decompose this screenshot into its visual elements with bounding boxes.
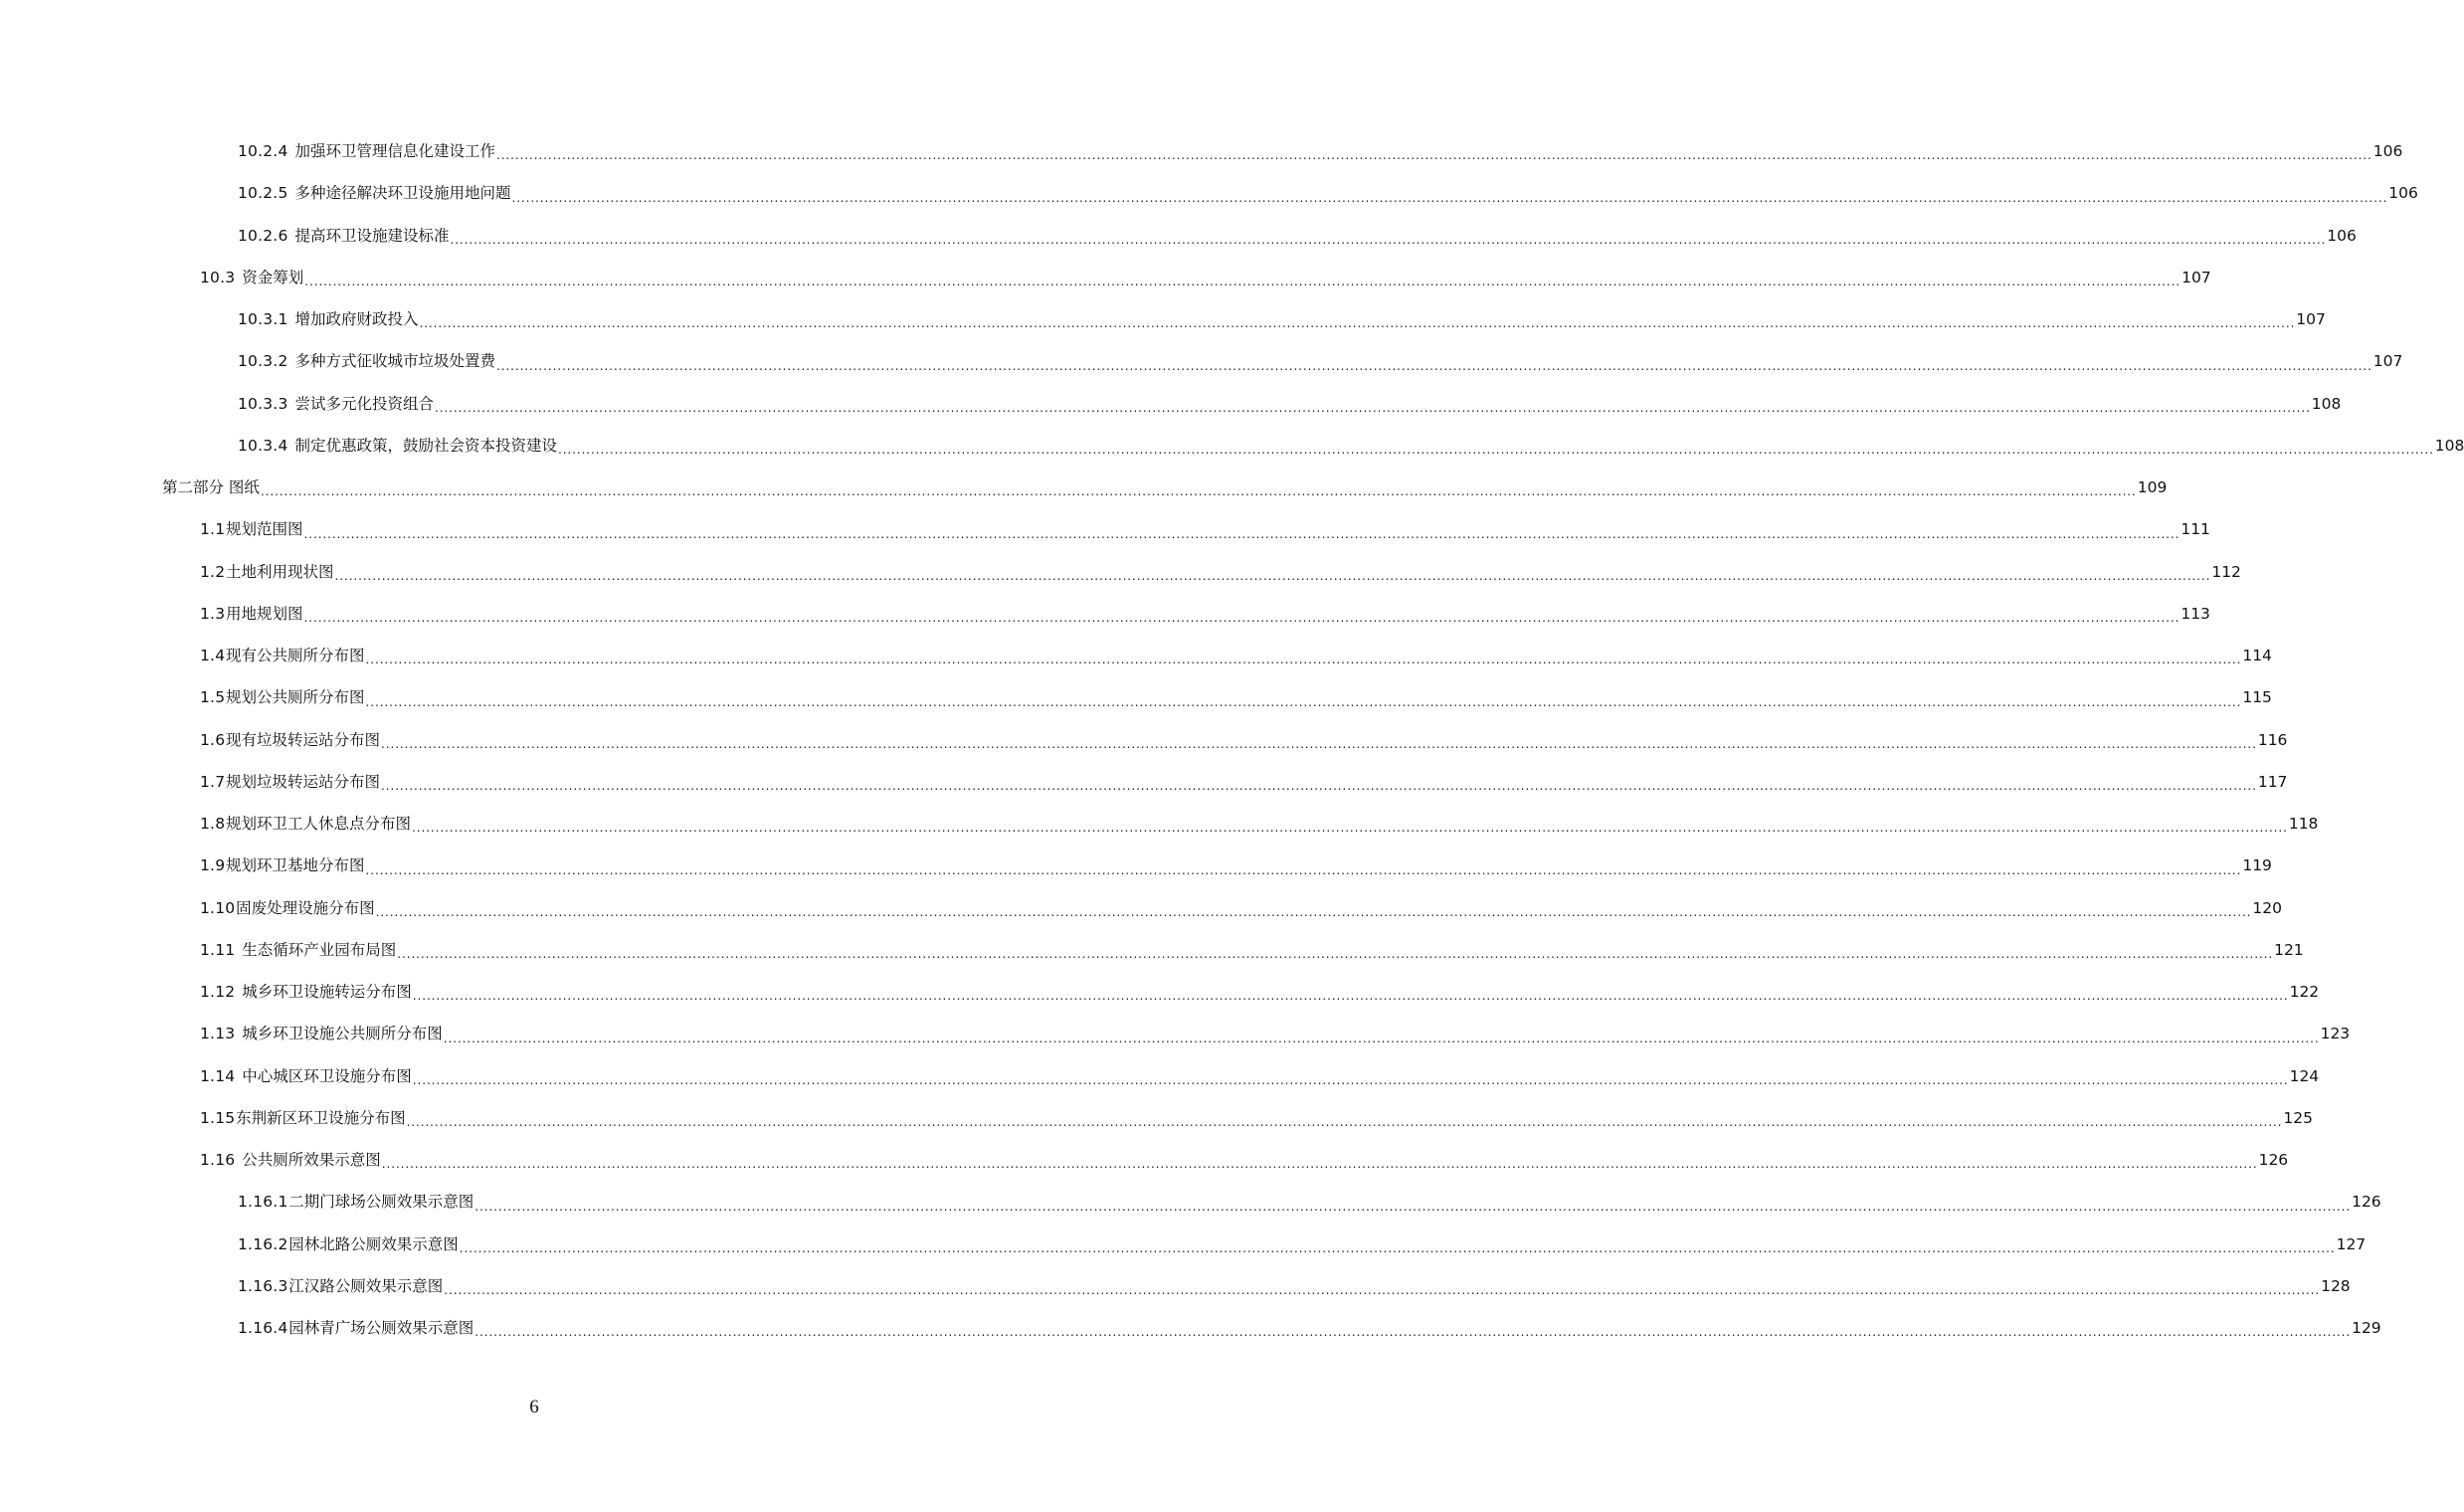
toc-entry[interactable] <box>0 257 2211 298</box>
table-of-contents <box>0 130 2464 1349</box>
toc-dot-leader: ................................................................................................................................................................................................................................................................................................................................................................................................................ <box>496 148 2372 163</box>
toc-entry[interactable] <box>0 172 2418 214</box>
toc-entry-number: 1.16.2 <box>238 1234 288 1253</box>
toc-entry-title: 资金筹划 <box>242 268 304 286</box>
toc-entry-title: 江汉路公厕效果示意图 <box>288 1276 444 1295</box>
toc-entry-title: 现有公共厕所分布图 <box>226 647 365 665</box>
toc-entry-title: 第二部分 图纸 <box>162 478 260 497</box>
toc-entry-number: 1.16 <box>200 1151 236 1170</box>
toc-entry-title: 规划环卫基地分布图 <box>226 856 365 875</box>
toc-entry-page: 106 <box>2388 184 2418 203</box>
toc-entry-page: 109 <box>2137 478 2168 497</box>
toc-entry-page: 116 <box>2257 730 2288 749</box>
toc-entry-page: 111 <box>2180 520 2210 539</box>
toc-entry-number: 10.2.4 <box>238 142 288 161</box>
toc-entry[interactable] <box>0 1139 2289 1181</box>
toc-entry-page: 112 <box>2211 562 2241 581</box>
toc-entry[interactable] <box>0 635 2272 676</box>
toc-dot-leader: ................................................................................................................................................................................................................................................................................................................................................................................................................ <box>474 1199 2352 1214</box>
toc-dot-leader: ................................................................................................................................................................................................................................................................................................................................................................................................................ <box>381 779 2257 793</box>
toc-entry-page: 126 <box>2258 1151 2289 1170</box>
toc-entry-page: 121 <box>2274 940 2304 959</box>
toc-dot-leader: ................................................................................................................................................................................................................................................................................................................................................................................................................ <box>558 443 2434 457</box>
toc-entry-page: 115 <box>2242 688 2272 707</box>
toc-dot-leader: ................................................................................................................................................................................................................................................................................................................................................................................................................ <box>303 611 2180 625</box>
toc-entry-title: 园林青广场公厕效果示意图 <box>288 1319 474 1338</box>
toc-entry[interactable] <box>0 845 2272 886</box>
toc-entry-title: 规划垃圾转运站分布图 <box>226 772 381 791</box>
toc-entry-number: 1.12 <box>200 983 236 1002</box>
toc-entry-title: 尝试多元化投资组合 <box>294 394 434 413</box>
toc-entry-page: 125 <box>2283 1108 2313 1127</box>
toc-entry-number: 1.1 <box>200 520 226 539</box>
toc-dot-leader: ................................................................................................................................................................................................................................................................................................................................................................................................................ <box>365 694 2242 709</box>
toc-dot-leader: ................................................................................................................................................................................................................................................................................................................................................................................................................ <box>365 653 2242 667</box>
toc-entry-number: 1.13 <box>200 1025 236 1043</box>
page-number: 6 <box>529 1397 539 1418</box>
toc-entry-number: 1.4 <box>200 647 226 665</box>
toc-entry-page: 107 <box>2372 352 2403 371</box>
toc-entry-number: 10.2.6 <box>238 226 288 245</box>
toc-entry-title: 二期门球场公厕效果示意图 <box>288 1193 474 1212</box>
toc-dot-leader: ................................................................................................................................................................................................................................................................................................................................................................................................................ <box>303 526 2180 541</box>
toc-entry-title: 现有垃圾转运站分布图 <box>226 730 381 749</box>
toc-entry-number: 1.10 <box>200 898 236 917</box>
toc-entry-number: 1.3 <box>200 604 226 623</box>
toc-dot-leader: ................................................................................................................................................................................................................................................................................................................................................................................................................ <box>304 275 2181 288</box>
toc-dot-leader: ................................................................................................................................................................................................................................................................................................................................................................................................................ <box>511 190 2388 205</box>
toc-entry-number: 10.3 <box>200 268 236 286</box>
toc-entry-page: 106 <box>2327 226 2357 245</box>
toc-entry-number: 1.7 <box>200 772 226 791</box>
toc-dot-leader: ................................................................................................................................................................................................................................................................................................................................................................................................................ <box>435 400 2311 415</box>
toc-entry-number: 1.5 <box>200 688 226 707</box>
toc-dot-leader: ................................................................................................................................................................................................................................................................................................................................................................................................................ <box>381 736 2257 751</box>
toc-dot-leader: ................................................................................................................................................................................................................................................................................................................................................................................................................ <box>419 316 2296 331</box>
toc-dot-leader: ................................................................................................................................................................................................................................................................................................................................................................................................................ <box>412 821 2288 836</box>
toc-entry-number: 1.16.4 <box>238 1319 288 1338</box>
toc-entry-number: 1.6 <box>200 730 226 749</box>
toc-entry-number: 1.14 <box>200 1066 236 1085</box>
toc-entry-number: 1.16.3 <box>238 1276 288 1295</box>
toc-dot-leader: ................................................................................................................................................................................................................................................................................................................................................................................................................ <box>444 1283 2321 1297</box>
toc-entry[interactable] <box>0 130 2403 172</box>
toc-entry-title: 制定优惠政策，鼓励社会资本投资建设 <box>294 436 557 455</box>
toc-entry-title: 规划环卫工人休息点分布图 <box>226 815 412 834</box>
toc-entry-title: 城乡环卫设施转运分布图 <box>242 983 412 1002</box>
toc-entry[interactable] <box>0 929 2304 971</box>
toc-entry-title: 增加政府财政投入 <box>294 310 419 329</box>
toc-entry[interactable] <box>0 1265 2351 1307</box>
toc-dot-leader: ................................................................................................................................................................................................................................................................................................................................................................................................................ <box>375 904 2252 919</box>
toc-entry-number: 1.8 <box>200 815 226 834</box>
toc-entry-title: 加强环卫管理信息化建设工作 <box>294 142 495 161</box>
toc-dot-leader: ................................................................................................................................................................................................................................................................................................................................................................................................................ <box>459 1240 2336 1255</box>
toc-entry[interactable] <box>0 1097 2313 1139</box>
toc-dot-leader: ................................................................................................................................................................................................................................................................................................................................................................................................................ <box>496 358 2372 373</box>
toc-entry-page: 108 <box>2311 394 2342 413</box>
toc-entry[interactable] <box>0 761 2288 803</box>
toc-dot-leader: ................................................................................................................................................................................................................................................................................................................................................................................................................ <box>260 484 2137 499</box>
toc-dot-leader: ................................................................................................................................................................................................................................................................................................................................................................................................................ <box>443 1031 2320 1045</box>
toc-entry-title: 多种方式征收城市垃圾处置费 <box>294 352 495 371</box>
toc-entry-title: 生态循环产业园布局图 <box>242 940 397 959</box>
toc-entry[interactable] <box>0 887 2282 929</box>
toc-entry[interactable] <box>0 803 2319 845</box>
toc-entry[interactable] <box>0 593 2210 635</box>
toc-dot-leader: ................................................................................................................................................................................................................................................................................................................................................................................................................ <box>381 1157 2258 1172</box>
toc-entry-title: 规划公共厕所分布图 <box>226 688 365 707</box>
toc-entry-title: 固废处理设施分布图 <box>236 898 375 917</box>
toc-entry-number: 10.3.3 <box>238 394 288 413</box>
toc-entry-page: 124 <box>2289 1066 2320 1085</box>
toc-entry-page: 120 <box>2252 898 2282 917</box>
toc-dot-leader: ................................................................................................................................................................................................................................................................................................................................................................................................................ <box>450 232 2327 247</box>
toc-entry-page: 117 <box>2257 772 2288 791</box>
toc-dot-leader: ................................................................................................................................................................................................................................................................................................................................................................................................................ <box>334 568 2211 583</box>
toc-entry-page: 126 <box>2352 1193 2381 1212</box>
toc-dot-leader: ................................................................................................................................................................................................................................................................................................................................................................................................................ <box>397 947 2274 961</box>
toc-entry-number: 10.3.1 <box>238 310 288 329</box>
toc-entry[interactable] <box>0 508 2210 550</box>
toc-entry[interactable] <box>0 298 2326 340</box>
toc-entry-title: 城乡环卫设施公共厕所分布图 <box>242 1025 443 1043</box>
toc-entry[interactable] <box>0 215 2357 257</box>
toc-entry[interactable] <box>0 551 2241 593</box>
toc-dot-leader: ................................................................................................................................................................................................................................................................................................................................................................................................................ <box>365 862 2242 877</box>
toc-entry-number: 10.2.5 <box>238 184 288 203</box>
toc-entry-number: 10.3.4 <box>238 436 288 455</box>
toc-entry-title: 中心城区环卫设施分布图 <box>242 1066 412 1085</box>
toc-entry[interactable] <box>0 971 2320 1013</box>
toc-dot-leader: ................................................................................................................................................................................................................................................................................................................................................................................................................ <box>406 1115 2283 1129</box>
toc-dot-leader: ................................................................................................................................................................................................................................................................................................................................................................................................................ <box>474 1325 2352 1340</box>
toc-entry-page: 127 <box>2336 1234 2367 1253</box>
toc-entry-title: 规划范围图 <box>226 520 303 539</box>
toc-entry[interactable] <box>0 676 2272 718</box>
toc-entry-page: 107 <box>2181 268 2211 286</box>
toc-entry-title: 用地规划图 <box>226 604 303 623</box>
toc-entry-title: 公共厕所效果示意图 <box>242 1151 381 1170</box>
toc-entry-page: 108 <box>2434 436 2464 455</box>
toc-entry[interactable] <box>0 1181 2381 1223</box>
toc-entry-page: 122 <box>2289 983 2320 1002</box>
toc-entry-page: 128 <box>2321 1276 2351 1295</box>
toc-entry[interactable] <box>0 1013 2351 1054</box>
toc-dot-leader: ................................................................................................................................................................................................................................................................................................................................................................................................................ <box>412 989 2289 1004</box>
toc-entry-title: 东荆新区环卫设施分布图 <box>236 1108 406 1127</box>
toc-entry-title: 提高环卫设施建设标准 <box>294 226 450 245</box>
toc-entry-number: 1.11 <box>200 940 236 959</box>
toc-entry-page: 106 <box>2372 142 2403 161</box>
toc-entry-number: 1.15 <box>200 1108 236 1127</box>
toc-entry-page: 114 <box>2242 647 2272 665</box>
toc-entry-title: 多种途径解决环卫设施用地问题 <box>294 184 511 203</box>
toc-entry[interactable] <box>0 340 2403 382</box>
toc-entry-page: 129 <box>2352 1319 2381 1338</box>
toc-entry-page: 119 <box>2242 856 2272 875</box>
toc-entry-title: 园林北路公厕效果示意图 <box>288 1234 459 1253</box>
toc-entry[interactable] <box>0 719 2288 761</box>
toc-entry-number: 1.16.1 <box>238 1193 288 1212</box>
toc-entry-number: 10.3.2 <box>238 352 288 371</box>
toc-entry-number: 1.9 <box>200 856 226 875</box>
toc-entry-page: 107 <box>2296 310 2326 329</box>
toc-entry-page: 113 <box>2180 604 2210 623</box>
toc-entry[interactable] <box>0 467 2168 508</box>
toc-dot-leader: ................................................................................................................................................................................................................................................................................................................................................................................................................ <box>412 1072 2289 1087</box>
toc-entry-page: 123 <box>2320 1025 2351 1043</box>
toc-entry[interactable] <box>0 1224 2367 1265</box>
toc-entry[interactable] <box>0 1307 2381 1349</box>
toc-entry[interactable] <box>0 425 2464 467</box>
toc-entry[interactable] <box>0 383 2342 425</box>
toc-entry-title: 土地利用现状图 <box>226 562 334 581</box>
toc-entry[interactable] <box>0 1055 2320 1097</box>
toc-entry-page: 118 <box>2288 815 2319 834</box>
toc-entry-number: 1.2 <box>200 562 226 581</box>
